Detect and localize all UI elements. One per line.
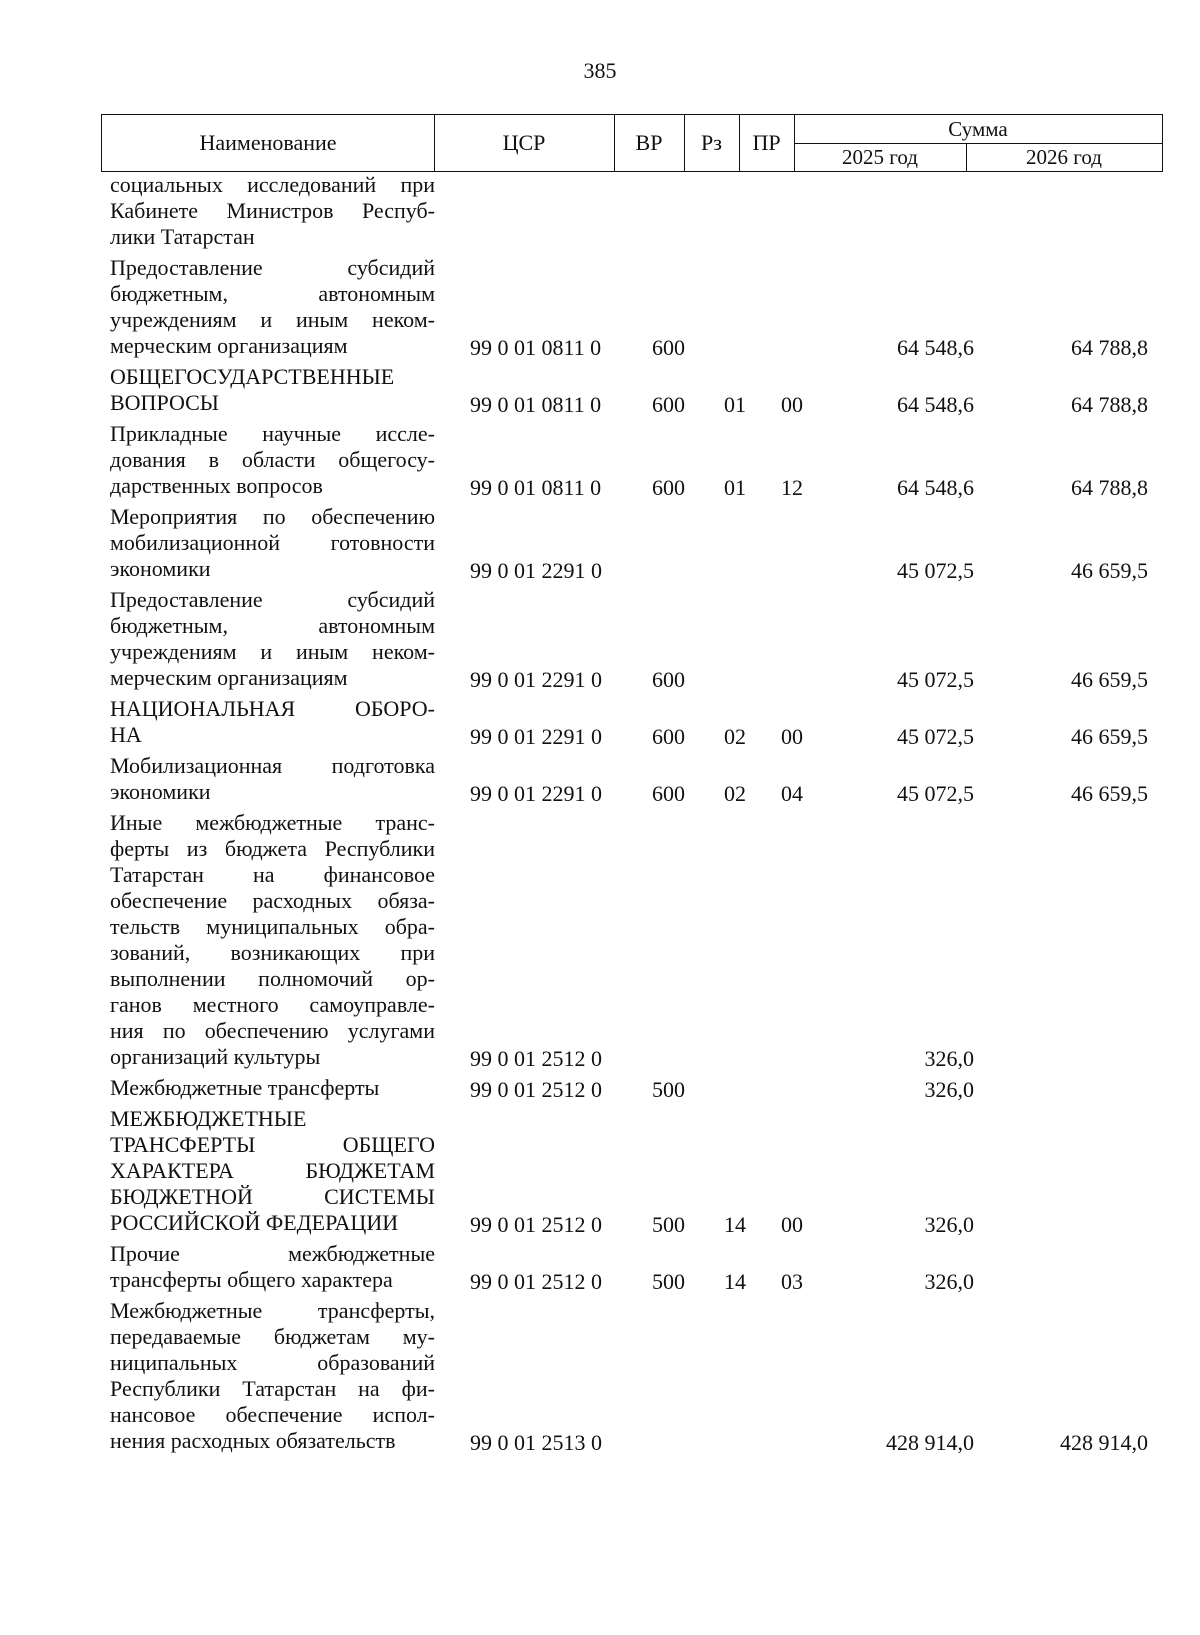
row-name-line: лики Татарстан bbox=[110, 224, 255, 249]
row-name-line: мобилизационной готовности bbox=[110, 530, 435, 555]
row-name bbox=[110, 1075, 435, 1101]
row-name-line: РОССИЙСКОЙ ФЕДЕРАЦИИ bbox=[110, 1210, 399, 1235]
table-row bbox=[0, 696, 1200, 753]
row-name-line: выполнении полномочий ор- bbox=[110, 966, 435, 991]
row-name-line: социальных исследований при bbox=[110, 172, 435, 197]
row-name-line: Иные межбюджетные транс- bbox=[110, 810, 435, 835]
row-sum-2026: 64 788,8 bbox=[1071, 475, 1148, 500]
row-vr: 600 bbox=[652, 781, 685, 806]
row-name bbox=[110, 364, 435, 416]
row-pr: 00 bbox=[781, 1212, 803, 1237]
row-pr: 03 bbox=[781, 1269, 803, 1294]
row-csr: 99 0 01 2291 0 bbox=[470, 724, 602, 749]
row-name-line: МЕЖБЮДЖЕТНЫЕ bbox=[110, 1106, 307, 1131]
table-header bbox=[101, 114, 1163, 172]
row-name-line: ганов местного самоуправле- bbox=[110, 992, 435, 1017]
row-sum-2025: 428 914,0 bbox=[886, 1430, 974, 1455]
row-name-line: нансовое обеспечение испол- bbox=[110, 1402, 435, 1427]
row-name-line: Мобилизационная подготовка bbox=[110, 753, 435, 778]
row-rz: 01 bbox=[724, 392, 746, 417]
row-vr: 600 bbox=[652, 724, 685, 749]
row-sum-2025: 326,0 bbox=[924, 1269, 974, 1294]
row-name bbox=[110, 172, 435, 250]
row-name-line: учреждениям и иным неком- bbox=[110, 307, 435, 332]
row-vr: 600 bbox=[652, 667, 685, 692]
row-csr: 99 0 01 2512 0 bbox=[470, 1269, 602, 1294]
header-name: Наименование bbox=[199, 130, 337, 155]
row-name bbox=[110, 810, 435, 1070]
row-name-line: Кабинете Министров Респуб- bbox=[110, 198, 435, 223]
table-row bbox=[0, 172, 1200, 255]
row-csr: 99 0 01 0811 0 bbox=[470, 335, 602, 360]
table-row bbox=[0, 1106, 1200, 1241]
row-name-line: Татарстан на финансовое bbox=[110, 862, 435, 887]
row-name-line: передаваемые бюджетам му- bbox=[110, 1324, 435, 1349]
row-sum-2026: 64 788,8 bbox=[1071, 392, 1148, 417]
table-row bbox=[0, 504, 1200, 587]
row-name-line: ОБЩЕГОСУДАРСТВЕННЫЕ bbox=[110, 364, 395, 389]
row-name-line: ВОПРОСЫ bbox=[110, 390, 219, 415]
table-row bbox=[0, 753, 1200, 810]
header-2026: 2026 год bbox=[1026, 145, 1102, 169]
header-rz: Рз bbox=[701, 130, 722, 155]
row-name-line: БЮДЖЕТНОЙ СИСТЕМЫ bbox=[110, 1184, 435, 1209]
table-row bbox=[0, 1075, 1200, 1106]
row-name-line: дования в области общегосу- bbox=[110, 447, 435, 472]
row-csr: 99 0 01 0811 0 bbox=[470, 475, 602, 500]
table-row bbox=[0, 1241, 1200, 1298]
row-name-line: Прикладные научные иссле- bbox=[110, 421, 435, 446]
row-sum-2025: 326,0 bbox=[924, 1046, 974, 1071]
row-sum-2025: 326,0 bbox=[924, 1077, 974, 1102]
row-name-line: дарственных вопросов bbox=[110, 473, 323, 498]
row-name-line: Предоставление субсидий bbox=[110, 255, 435, 280]
table-row bbox=[0, 587, 1200, 696]
row-sum-2025: 64 548,6 bbox=[897, 475, 974, 500]
row-name-line: обеспечение расходных обяза- bbox=[110, 888, 435, 913]
row-name bbox=[110, 587, 435, 691]
row-csr: 99 0 01 0811 0 bbox=[470, 392, 602, 417]
row-sum-2025: 64 548,6 bbox=[897, 392, 974, 417]
row-name-line: тельств муниципальных обра- bbox=[110, 914, 435, 939]
row-name-line: ТРАНСФЕРТЫ ОБЩЕГО bbox=[110, 1132, 435, 1157]
row-name-line: организаций культуры bbox=[110, 1044, 321, 1069]
row-rz: 01 bbox=[724, 475, 746, 500]
row-rz: 02 bbox=[724, 781, 746, 806]
row-name-line: ферты из бюджета Республики bbox=[110, 836, 435, 861]
row-sum-2026: 46 659,5 bbox=[1071, 724, 1148, 749]
row-name-line: Межбюджетные трансферты bbox=[110, 1075, 380, 1100]
row-name-line: Межбюджетные трансферты, bbox=[110, 1298, 435, 1323]
table-row bbox=[0, 255, 1200, 364]
row-name-line: ХАРАКТЕРА БЮДЖЕТАМ bbox=[110, 1158, 435, 1183]
row-vr: 600 bbox=[652, 392, 685, 417]
row-csr: 99 0 01 2291 0 bbox=[470, 667, 602, 692]
row-name-line: ния по обеспечению услугами bbox=[110, 1018, 435, 1043]
row-csr: 99 0 01 2291 0 bbox=[470, 781, 602, 806]
row-vr: 600 bbox=[652, 475, 685, 500]
row-name-line: нения расходных обязательств bbox=[110, 1428, 396, 1453]
row-name-line: мерческим организациям bbox=[110, 333, 348, 358]
row-name-line: Республики Татарстан на фи- bbox=[110, 1376, 435, 1401]
row-name-line: экономики bbox=[110, 779, 211, 804]
row-csr: 99 0 01 2513 0 bbox=[470, 1430, 602, 1455]
row-name bbox=[110, 421, 435, 499]
row-pr: 00 bbox=[781, 392, 803, 417]
row-name-line: трансферты общего характера bbox=[110, 1267, 393, 1292]
table-body bbox=[0, 172, 1200, 1459]
row-name-line: учреждениям и иным неком- bbox=[110, 639, 435, 664]
table-row bbox=[0, 810, 1200, 1075]
row-name bbox=[110, 696, 435, 748]
row-name-line: Прочие межбюджетные bbox=[110, 1241, 435, 1266]
row-pr: 04 bbox=[781, 781, 803, 806]
row-name-line: НАЦИОНАЛЬНАЯ ОБОРО- bbox=[110, 696, 435, 721]
row-sum-2025: 45 072,5 bbox=[897, 667, 974, 692]
row-vr: 600 bbox=[652, 335, 685, 360]
row-pr: 12 bbox=[781, 475, 803, 500]
row-name bbox=[110, 504, 435, 582]
row-csr: 99 0 01 2512 0 bbox=[470, 1212, 602, 1237]
row-rz: 14 bbox=[724, 1212, 746, 1237]
row-sum-2025: 64 548,6 bbox=[897, 335, 974, 360]
header-csr: ЦСР bbox=[502, 130, 546, 155]
header-2025: 2025 год bbox=[842, 145, 918, 169]
row-rz: 02 bbox=[724, 724, 746, 749]
row-sum-2025: 45 072,5 bbox=[897, 558, 974, 583]
row-name-line: Предоставление субсидий bbox=[110, 587, 435, 612]
row-sum-2025: 45 072,5 bbox=[897, 724, 974, 749]
row-sum-2026: 64 788,8 bbox=[1071, 335, 1148, 360]
row-name bbox=[110, 1106, 435, 1236]
row-sum-2026: 46 659,5 bbox=[1071, 781, 1148, 806]
row-name-line: зований, возникающих при bbox=[110, 940, 435, 965]
page-number: 385 bbox=[583, 58, 617, 83]
table-row bbox=[0, 421, 1200, 504]
row-name-line: мерческим организациям bbox=[110, 665, 348, 690]
row-sum-2025: 326,0 bbox=[924, 1212, 974, 1237]
row-csr: 99 0 01 2291 0 bbox=[470, 558, 602, 583]
row-name bbox=[110, 753, 435, 805]
row-csr: 99 0 01 2512 0 bbox=[470, 1046, 602, 1071]
row-vr: 500 bbox=[652, 1077, 685, 1102]
row-name-line: бюджетным, автономным bbox=[110, 613, 435, 638]
header-vr: ВР bbox=[635, 130, 663, 155]
row-name bbox=[110, 1298, 435, 1454]
row-vr: 500 bbox=[652, 1212, 685, 1237]
header-sum: Сумма bbox=[948, 117, 1008, 141]
row-vr: 500 bbox=[652, 1269, 685, 1294]
row-sum-2026: 428 914,0 bbox=[1060, 1430, 1148, 1455]
row-name bbox=[110, 1241, 435, 1293]
row-name-line: Мероприятия по обеспечению bbox=[110, 504, 435, 529]
table-row bbox=[0, 1298, 1200, 1459]
row-sum-2026: 46 659,5 bbox=[1071, 667, 1148, 692]
header-pr: ПР bbox=[752, 130, 781, 155]
row-name-line: ниципальных образований bbox=[110, 1350, 435, 1375]
row-csr: 99 0 01 2512 0 bbox=[470, 1077, 602, 1102]
row-name-line: НА bbox=[110, 722, 142, 747]
row-name-line: бюджетным, автономным bbox=[110, 281, 435, 306]
row-rz: 14 bbox=[724, 1269, 746, 1294]
row-name bbox=[110, 255, 435, 359]
row-name-line: экономики bbox=[110, 556, 211, 581]
table-row bbox=[0, 364, 1200, 421]
row-sum-2025: 45 072,5 bbox=[897, 781, 974, 806]
row-sum-2026: 46 659,5 bbox=[1071, 558, 1148, 583]
row-pr: 00 bbox=[781, 724, 803, 749]
